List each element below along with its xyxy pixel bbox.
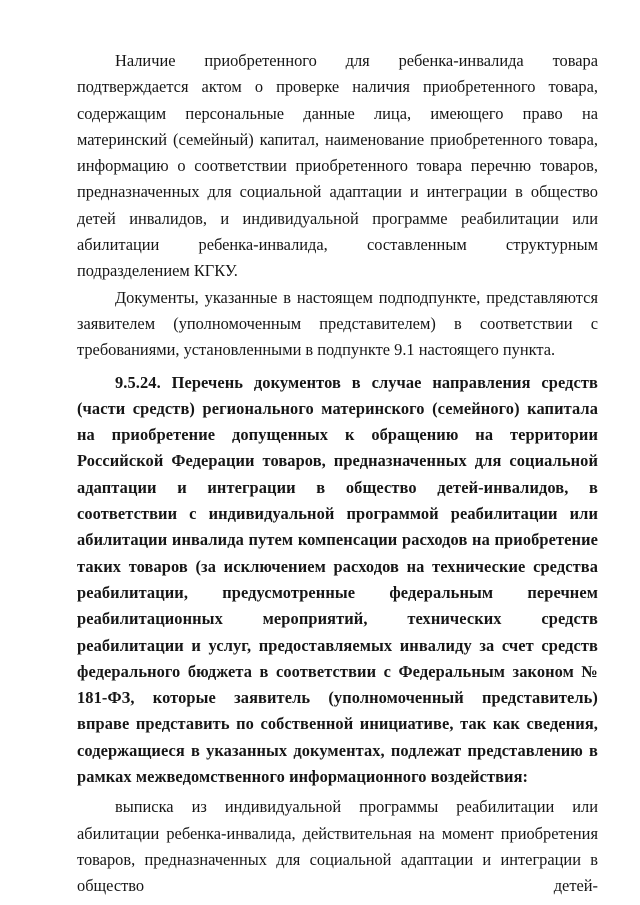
paragraph-documents-submission: Документы, указанные в настоящем подподпункте, представляются заявителем (уполномоченным представителем) в соответствии с требованиями, установленными в подпункте 9.1 настоящего пункта. [77, 287, 598, 360]
paragraph-act-confirmation: Наличие приобретенного для ребенка-инвалида товара подтверждается актом о проверке наличия приобретенного товара, содержащим персональные данные лица, имеющего право на материнский (семейный) капитал, наименование приобретенного товара, информацию о соответствии приобретенного товара перечню товаров, предназначенных для социальной адаптации и интеграции в общество детей инвалидов, и индивидуальной программе реабилитации или абилитации ребенка-инвалида, составленным структурным подразделением КГКУ. [77, 51, 598, 281]
section-heading-9-5-24: 9.5.24. Перечень документов в случае направления средств (части средств) регионального материнского (семейного) капитала на приобретение допущенных к обращению на территории Российской Федерации товаров, предназначенных для социальной адаптации и интеграции в общество детей-инвалидов, в соответствии с индивидуальной программой реабилитации или абилитации инвалида путем компенсации расходов на приобретение таких товаров (за исключением расходов на технические средства реабилитации, предусмотренные федеральным перечнем реабилитационных мероприятий, технических средств реабилитации и услуг, предоставляемых инвалиду за счет средств федерального бюджета в соответствии с Федеральным законом № 181-ФЗ, которые заявитель (уполномоченный представитель) вправе представить по собственной инициативе, так как сведения, содержащиеся в указанных документах, подлежат представлению в рамках межведомственного информационного воздействия: [77, 372, 598, 787]
paragraph-rehabilitation-extract: выписка из индивидуальной программы реабилитации или абилитации ребенка-инвалида, действительная на момент приобретения товаров, предназначенных для социальной адаптации и интеграции в общество детей- [77, 797, 598, 896]
document-body [77, 48, 598, 900]
